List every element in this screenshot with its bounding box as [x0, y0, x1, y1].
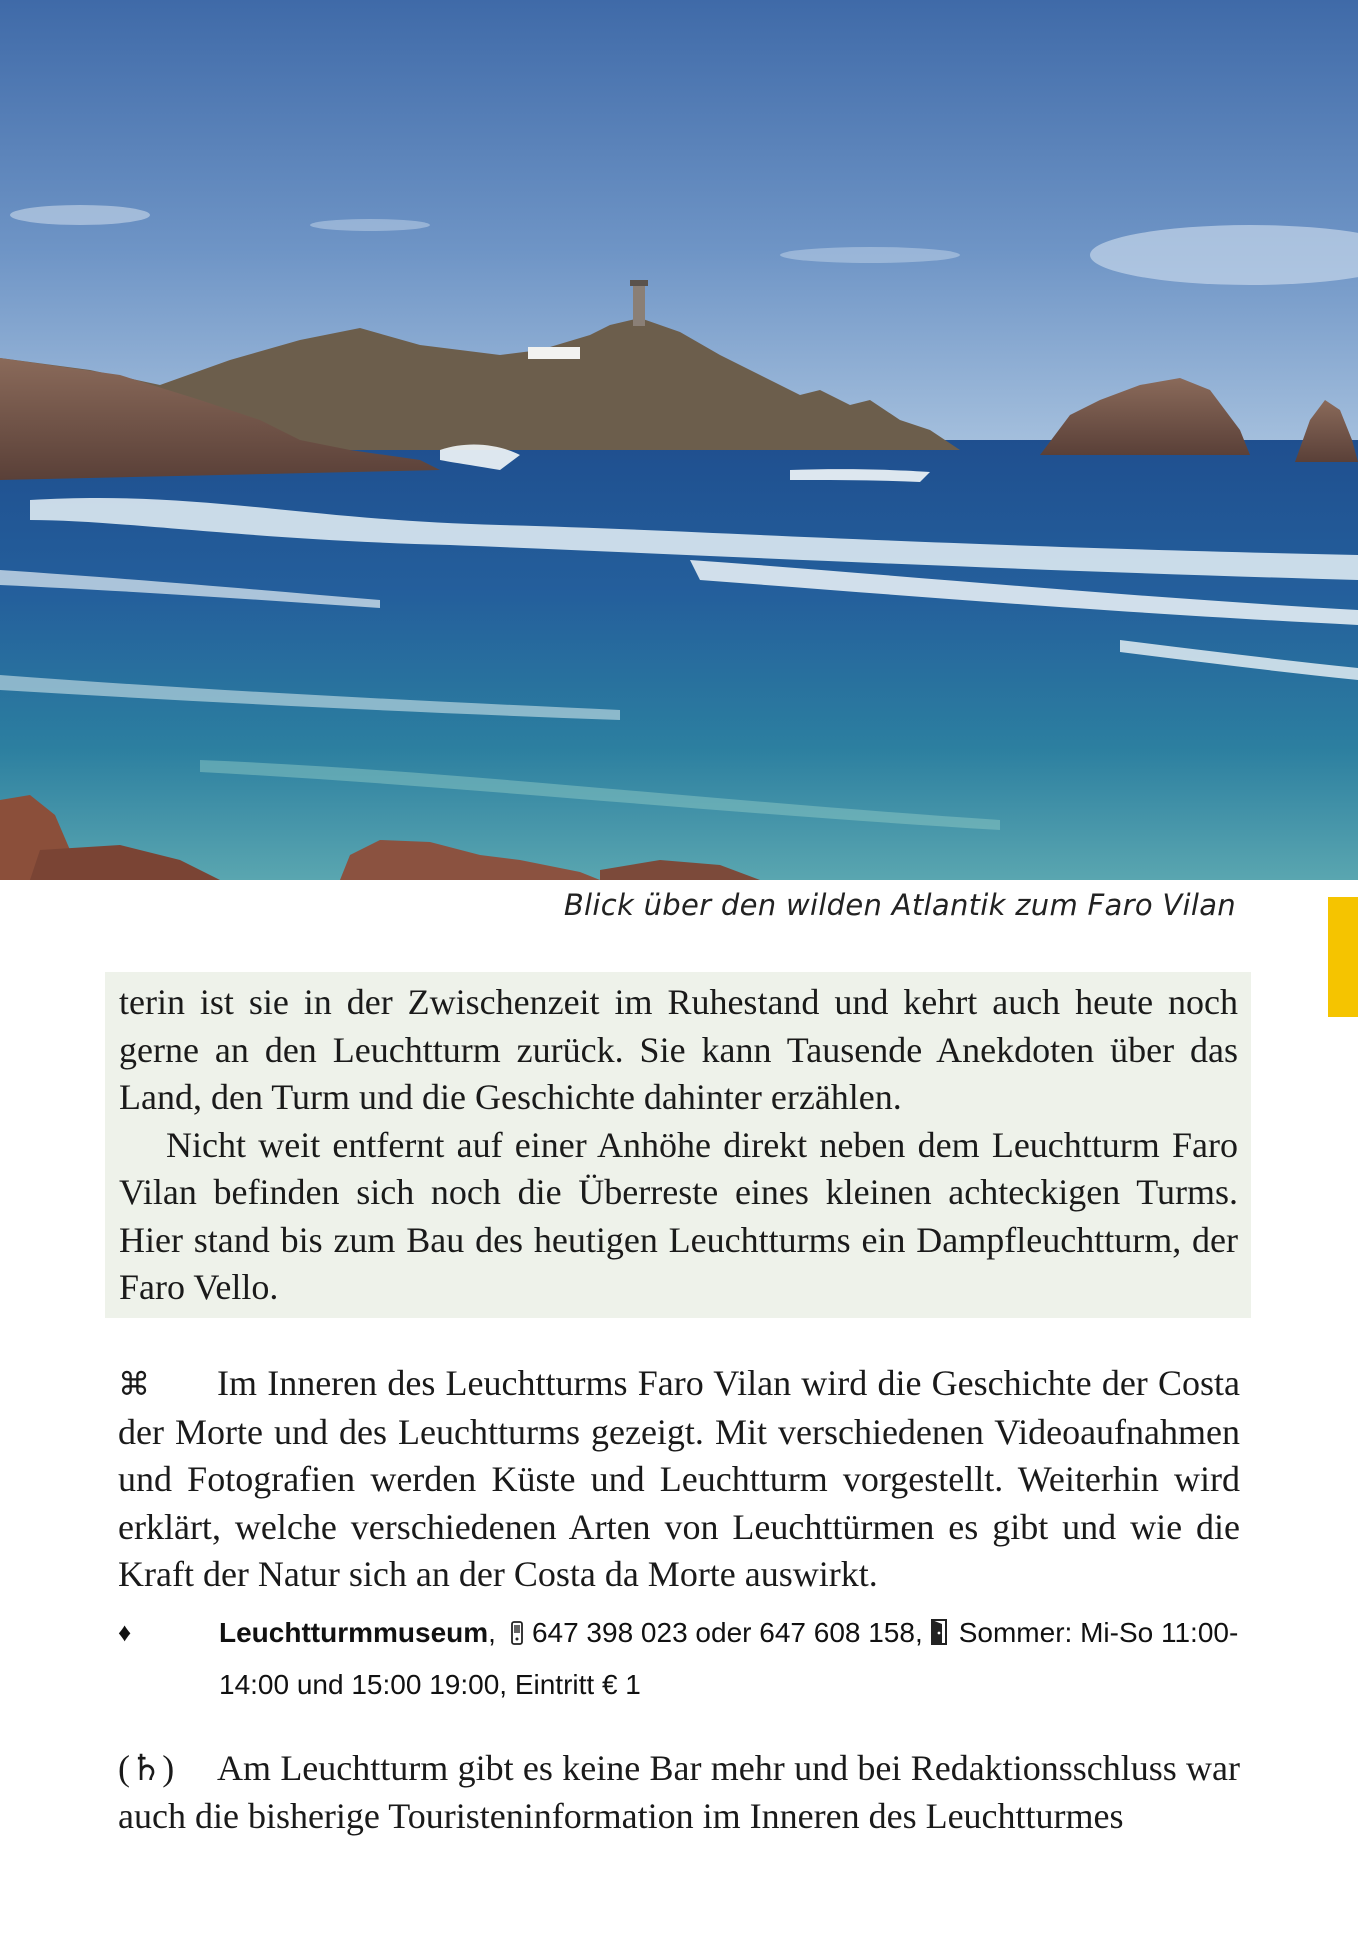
opening-hours: Sommer: Mi-So 11:00-14:00 und 15:00 19:00, Eintritt € 1: [219, 1617, 1239, 1700]
phone-numbers: 647 398 023 oder 647 608 158,: [531, 1617, 923, 1648]
museum-address: ♦ Leuchtturmmuseum, 647 398 023 oder 647 608 158, Sommer: Mi-So 11:00-14:00 und 15:00 19:00, Eintritt € 1: [118, 1608, 1248, 1709]
museum-text: Im Inneren des Leuchtturms Faro Vilan wird die Geschichte der Costa der Morte und des Leuchtturms gezeigt. Mit verschiedenen Videoaufnahmen und Fotografien werden Küste und Leuchtturm vorgestellt. Weiterhin wird erklärt, welche verschiedenen Arten von Leuchttürmen es gibt und wie die Kraft der Natur sich an der Costa da Morte auswirkt.: [118, 1363, 1240, 1594]
info-paragraph-2: Nicht weit entfernt auf einer Anhöhe direkt neben dem Leuchtturm Faro Vilan befinden sich noch die Überreste eines kleinen achteckigen Turms. Hier stand bis zum Bau des heutigen Leuchtturms ein Dampfleuchtturm, der Faro Vello.: [119, 1124, 1238, 1307]
lighthouse-photo: [0, 0, 1358, 880]
museum-section: [118, 1360, 1240, 1599]
bar-section: [118, 1745, 1240, 1840]
info-box: [105, 972, 1251, 1318]
mobile-phone-icon: [510, 1611, 524, 1660]
museum-command-icon: ⌘: [118, 1365, 150, 1403]
chapter-tab-marker: [1328, 897, 1358, 1017]
photo-caption: Blick über den wilden Atlantik zum Faro Vilan: [563, 888, 1236, 922]
door-open-icon: [931, 1611, 951, 1660]
museum-name: Leuchtturmmuseum: [219, 1617, 489, 1648]
bar-text: Am Leuchtturm gibt es keine Bar mehr und bei Redaktionsschluss war auch die bisherige Touristeninformation im Inneren des Leuchtturmes: [118, 1748, 1240, 1836]
diamond-bullet-icon: ♦: [118, 1617, 132, 1647]
wine-glass-icon: (♄): [118, 1748, 175, 1788]
info-paragraph-1: terin ist sie in der Zwischenzeit im Ruhestand und kehrt auch heute noch gerne an den Leuchtturm zurück. Sie kann Tausende Anekdoten über das Land, den Turm und die Geschichte dahinter erzählen.: [119, 982, 1238, 1117]
